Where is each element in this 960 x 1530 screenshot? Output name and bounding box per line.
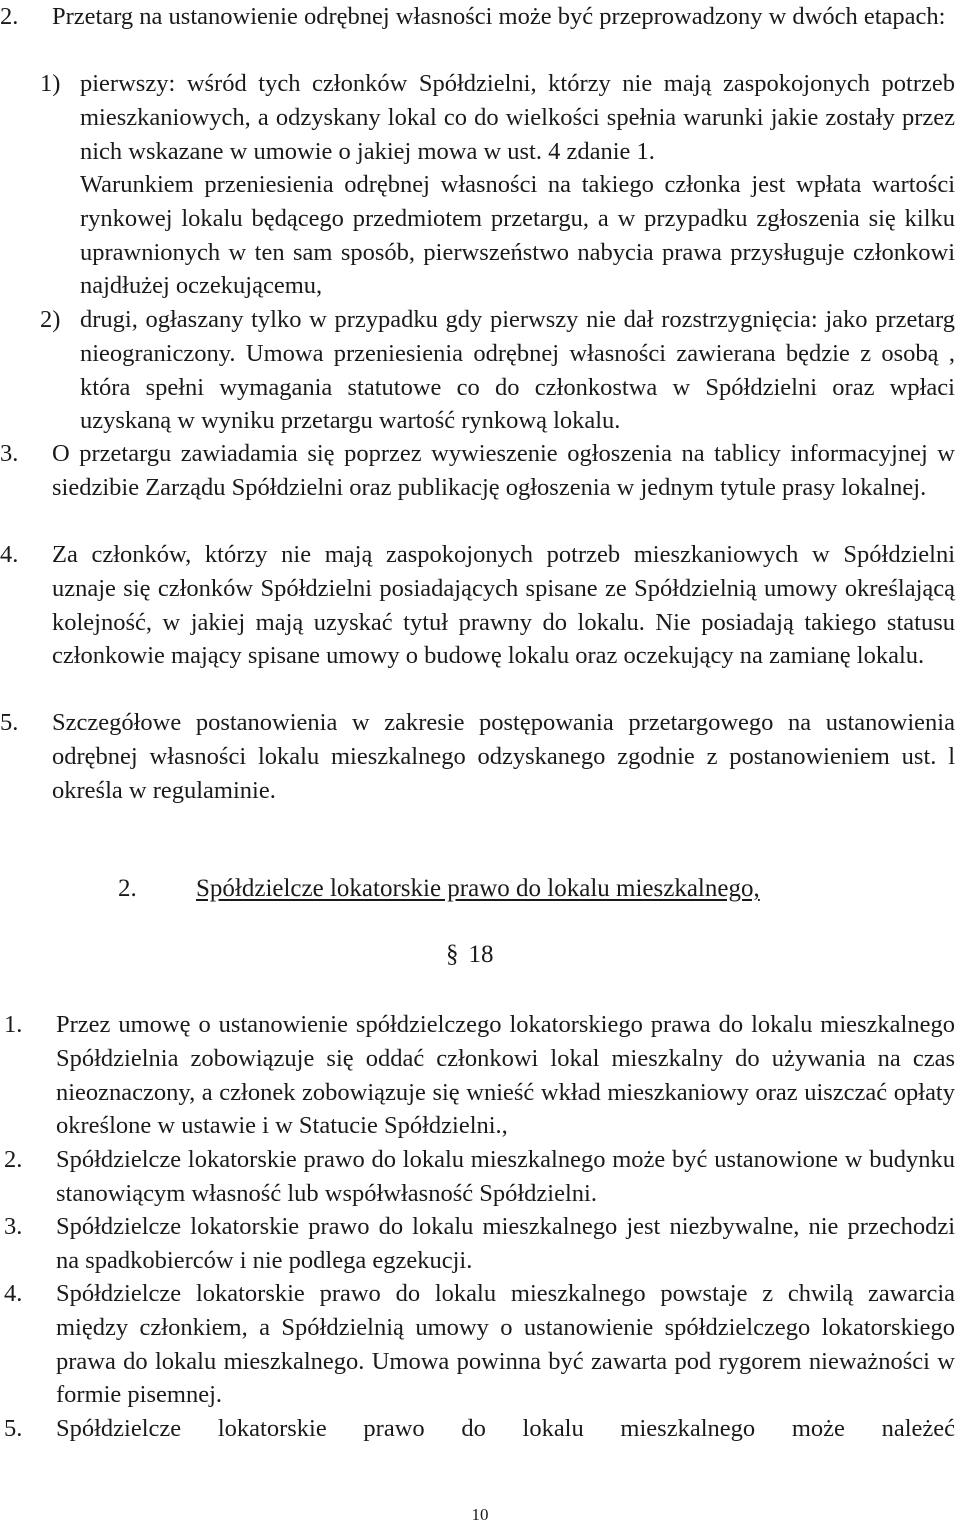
item-number: 5. [0, 709, 19, 736]
item-text: Przetarg na ustanowienie odrębnej własności może być przeprowadzony w dwóch etapach: [52, 3, 946, 30]
list-item [0, 1277, 955, 1412]
item-text: Spółdzielcze lokatorskie prawo do lokalu mieszkalnego może być ustanowione w budynku stanowiącym własność lub współwłasność Spółdzielni. [56, 1146, 955, 1207]
item-text: Spółdzielcze lokatorskie prawo do lokalu mieszkalnego powstaje z chwilą zawarcia między członkiem, a Spółdzielnią umowy o ustanowienie spółdzielczego lokatorskiego prawa do lokalu mieszkalnego. Umowa powinna być zawarta pod rygorem nieważności w formie pisemnej. [56, 1280, 955, 1409]
item-text: Spółdzielcze lokatorskie prawo do lokalu mieszkalnego może należeć [56, 1415, 955, 1442]
item-text: Szczegółowe postanowienia w zakresie postępowania przetargowego na ustanowienia odrębnej własności lokalu mieszkalnego odzyskanego zgodnie z postanowieniem ust. l określa w regulaminie. [52, 709, 955, 804]
item-number: 1. [4, 1011, 23, 1038]
item-text: Za członków, którzy nie mają zaspokojonych potrzeb mieszkaniowych w Spółdzielni uznaje się członków Spółdzielni posiadających spisane ze Spółdzielnią umowy określającą kolejność, w jakiej mają uzyskać tytuł prawny do lokalu. Nie posiadają takiego statusu członkowie mający spisane umowy o budowę lokalu oraz oczekujący na zamianę lokalu. [52, 541, 955, 670]
item-text: Przez umowę o ustanowienie spółdzielczego lokatorskiego prawa do lokalu mieszkalnego Spółdzielnia zobowiązuje się oddać członkowi lokal mieszkalny do używania na czas nieoznaczony, a członek zobowiązuje się wnieść wkład mieszkaniowy oraz uiszczać opłaty określone w ustawie i w Statucie Spółdzielni., [56, 1011, 955, 1140]
sub-list-item [0, 67, 955, 168]
list-item [0, 1210, 955, 1278]
section-heading [118, 872, 760, 906]
item-number: 2. [4, 1146, 23, 1173]
paragraph-mark [446, 938, 494, 972]
item-number: 4. [4, 1280, 23, 1307]
paragraph-number: 18 [468, 941, 494, 968]
item-number: 2. [0, 3, 19, 30]
item-text: Spółdzielcze lokatorskie prawo do lokalu mieszkalnego jest niezbywalne, nie przechodzi na spadkobierców i nie podlega egzekucji. [56, 1213, 955, 1274]
list-item [0, 0, 955, 34]
list-item [0, 706, 955, 807]
sub-item-number: 2) [40, 306, 61, 333]
list-item [0, 1143, 955, 1211]
sub-list-item [0, 303, 955, 438]
section-title: Spółdzielcze lokatorskie prawo do lokalu mieszkalnego, [196, 875, 760, 902]
page-number: 10 [471, 1505, 489, 1524]
list-item [0, 538, 955, 673]
sub-item-text: drugi, ogłaszany tylko w przypadku gdy pierwszy nie dał rozstrzygnięcia: jako przetarg nieograniczony. Umowa przeniesienia odrębnej własności zawierana będzie z osobą , która spełni wymagania statutowe co do członkostwa w Spółdzielni oraz wpłaci uzyskaną w wyniku przetargu wartość rynkową lokalu. [80, 306, 955, 435]
list-item [0, 1412, 955, 1446]
list-item [0, 1008, 955, 1143]
section-number: 2. [118, 875, 137, 902]
sub-item-number: 1) [40, 70, 61, 97]
sub-item-continuation: Warunkiem przeniesienia odrębnej własności na takiego członka jest wpłata wartości rynkowej lokalu będącego przedmiotem przetargu, a w przypadku zgłoszenia się kilku uprawnionych w ten sam sposób, pierwszeństwo nabycia prawa przysługuje członkowi najdłużej oczekującemu, [80, 171, 955, 300]
list-item [0, 437, 955, 505]
item-number: 3. [0, 440, 19, 467]
item-number: 4. [0, 541, 19, 568]
paragraph-symbol: § [446, 941, 459, 968]
item-number: 3. [4, 1213, 23, 1240]
item-text: O przetargu zawiadamia się poprzez wywieszenie ogłoszenia na tablicy informacyjnej w siedzibie Zarządu Spółdzielni oraz publikację ogłoszenia w jednym tytule prasy lokalnej. [52, 440, 955, 501]
sub-item-text: pierwszy: wśród tych członków Spółdzielni, którzy nie mają zaspokojonych potrzeb mieszkaniowych, a odzyskany lokal co do wielkości spełnia warunki jakie zostały przez nich wskazane w umowie o jakiej mowa w ust. 4 zdanie 1. [80, 70, 955, 165]
item-number: 5. [4, 1415, 23, 1442]
